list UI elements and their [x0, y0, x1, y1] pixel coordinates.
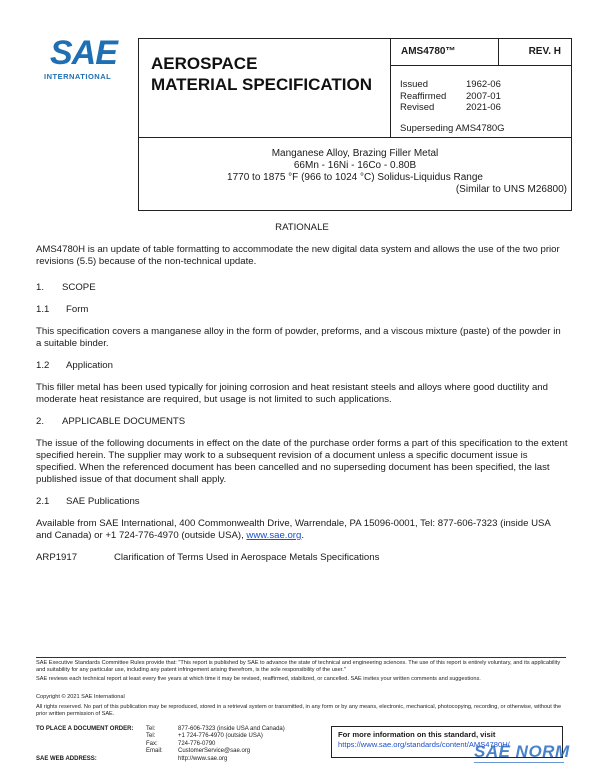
melting-range: 1770 to 1875 °F (966 to 1024 °C) Solidus-Liquidus Range [227, 172, 483, 183]
application-text: This filler metal has been used typically for joining corrosion and heat resistant steels and alloys where good ductility and moderate heat resistance are required, but usage is not limited to such applications. [36, 382, 548, 405]
applicable-docs-text: The issue of the following documents in effect on the date of the purchase order forms a part of this specification to the extent specified herein. The supplier may work to a subsequent revision of a document unless a specific document issue is specified. When the referenced document has been cancelled and no superseding document has been specified, the last published issue of that document shall apply. [36, 438, 568, 485]
web-address[interactable]: http://www.sae.org [178, 755, 228, 762]
contact-key: Fax: [146, 740, 158, 747]
date-list [400, 79, 552, 114]
date-value: 2007-01 [466, 90, 501, 102]
doc-number: AMS4780™ [401, 46, 456, 57]
more-info-label: For more information on this standard, visit [338, 730, 496, 739]
section-scope-heading [36, 282, 568, 294]
section-title: SCOPE [62, 282, 96, 293]
contact-key: Tel: [146, 733, 156, 740]
section-title: APPLICABLE DOCUMENTS [62, 416, 186, 427]
contact-row [36, 741, 285, 748]
contact-row [36, 726, 285, 733]
superseding-note: Superseding AMS4780G [400, 123, 505, 134]
footer-divider [36, 657, 566, 658]
rationale-heading: RATIONALE [275, 222, 329, 233]
reference-arp1917 [36, 552, 568, 564]
section-applicable-docs-heading [36, 416, 568, 428]
order-label: TO PLACE A DOCUMENT ORDER: [36, 726, 134, 732]
contact-row [36, 733, 285, 740]
spec-title-line1: AEROSPACE [151, 54, 258, 73]
logo-brand: SAE [50, 34, 117, 72]
section-number: 1.2 [36, 360, 50, 371]
footer-committee-rules: SAE Executive Standards Committee Rules provide that: "This report is published by SAE to advance the state of technical and engineering sciences. The use of this report is entirely voluntary, and its applicability and suitability for any particular use, including any patent infringement arising therefrom, is the sole responsibility of the user." [36, 660, 561, 674]
section-sae-publications-heading [36, 496, 568, 508]
revision-cell [498, 39, 571, 65]
spec-title [151, 53, 372, 95]
sae-publications-address: Available from SAE International, 400 Commonwealth Drive, Warrendale, PA 15096-0001, Tel: 877-606-7323 (inside USA and Canada) or +1 724-776-4970 (outside USA), [36, 518, 551, 541]
footer-rights-notice: All rights reserved. No part of this publication may be reproduced, stored in a retrieval system or transmitted, in any form or by any means, electronic, mechanical, photocopying, recording, or otherwise, without the prior written permission of SAE. [36, 704, 562, 718]
date-label: Revised [400, 102, 435, 113]
footer-copyright: Copyright © 2021 SAE International [36, 694, 125, 700]
spec-title-cell [139, 39, 391, 137]
section-number: 1. [36, 282, 45, 293]
section-form-heading [36, 304, 568, 316]
section-title: Form [66, 304, 89, 315]
spec-title-line2: MATERIAL SPECIFICATION [151, 75, 372, 94]
section-title: Application [66, 360, 113, 371]
contact-email[interactable]: CustomerService@sae.org [178, 748, 251, 755]
contact-key: Email: [146, 748, 163, 755]
logo-subtext: INTERNATIONAL [44, 72, 112, 81]
watermark-logo: SAE NORM [474, 742, 570, 761]
material-name: Manganese Alloy, Brazing Filler Metal [271, 148, 439, 159]
date-row [400, 91, 552, 103]
date-row [400, 102, 552, 114]
similar-uns: (Similar to UNS M26800) [455, 184, 567, 195]
watermark-underline [474, 762, 564, 763]
section-number: 2.1 [36, 496, 50, 507]
footer-review-note: SAE reviews each technical report at least every five years at which time it may be revised, reaffirmed, stabilized, or cancelled. SAE invites your written comments and suggestions. [36, 676, 481, 682]
material-composition: 66Mn - 16Ni - 16Co - 0.80B [293, 160, 417, 171]
reference-title: Clarification of Terms Used in Aerospace Metals Specifications [114, 552, 380, 563]
reference-number: ARP1917 [36, 552, 78, 563]
web-label: SAE WEB ADDRESS: [36, 755, 97, 762]
rationale-text: AMS4780H is an update of table formatting to accommodate the new digital data system and allows the use of the two prior revisions (5.5) because of the non-technical update. [36, 244, 560, 267]
sae-logo [44, 36, 124, 86]
form-text: This specification covers a manganese alloy in the form of powder, preforms, and a viscous mixture (paste) of the powder in a suitable binder. [36, 326, 561, 349]
section-title: SAE Publications [66, 496, 140, 507]
contact-row [36, 756, 285, 763]
revision-label: REV. H [528, 46, 561, 57]
order-contact-block [36, 726, 285, 763]
sae-publications-text: Available from SAE International, 400 Commonwealth Drive, Warrendale, PA 15096-0001, Tel: 877-606-7323 (inside USA and Canada) or +1 724-776-4970 (outside USA), www.sae.org. [36, 518, 551, 541]
contact-value: 877-606-7323 (inside USA and Canada) [178, 726, 285, 732]
contact-row [36, 748, 285, 755]
doc-number-row [391, 39, 571, 66]
spec-header-box [138, 38, 572, 211]
section-number: 2. [36, 416, 45, 427]
contact-value: 724-776-0790 [178, 740, 216, 747]
material-subtitle-cell [139, 137, 571, 212]
sae-website-link[interactable]: www.sae.org [246, 530, 302, 541]
date-label: Issued [400, 79, 428, 90]
contact-value: +1 724-776-4970 (outside USA) [178, 733, 263, 740]
standard-url-link[interactable]: https://www.sae.org/standards/content/AMS4780H/ [338, 740, 510, 749]
section-number: 1.1 [36, 304, 50, 315]
date-value: 2021-06 [466, 102, 501, 113]
date-label: Reaffirmed [400, 90, 447, 102]
contact-key: Tel: [146, 726, 156, 732]
section-application-heading [36, 360, 568, 372]
date-row [400, 79, 552, 91]
date-value: 1962-06 [466, 79, 501, 90]
